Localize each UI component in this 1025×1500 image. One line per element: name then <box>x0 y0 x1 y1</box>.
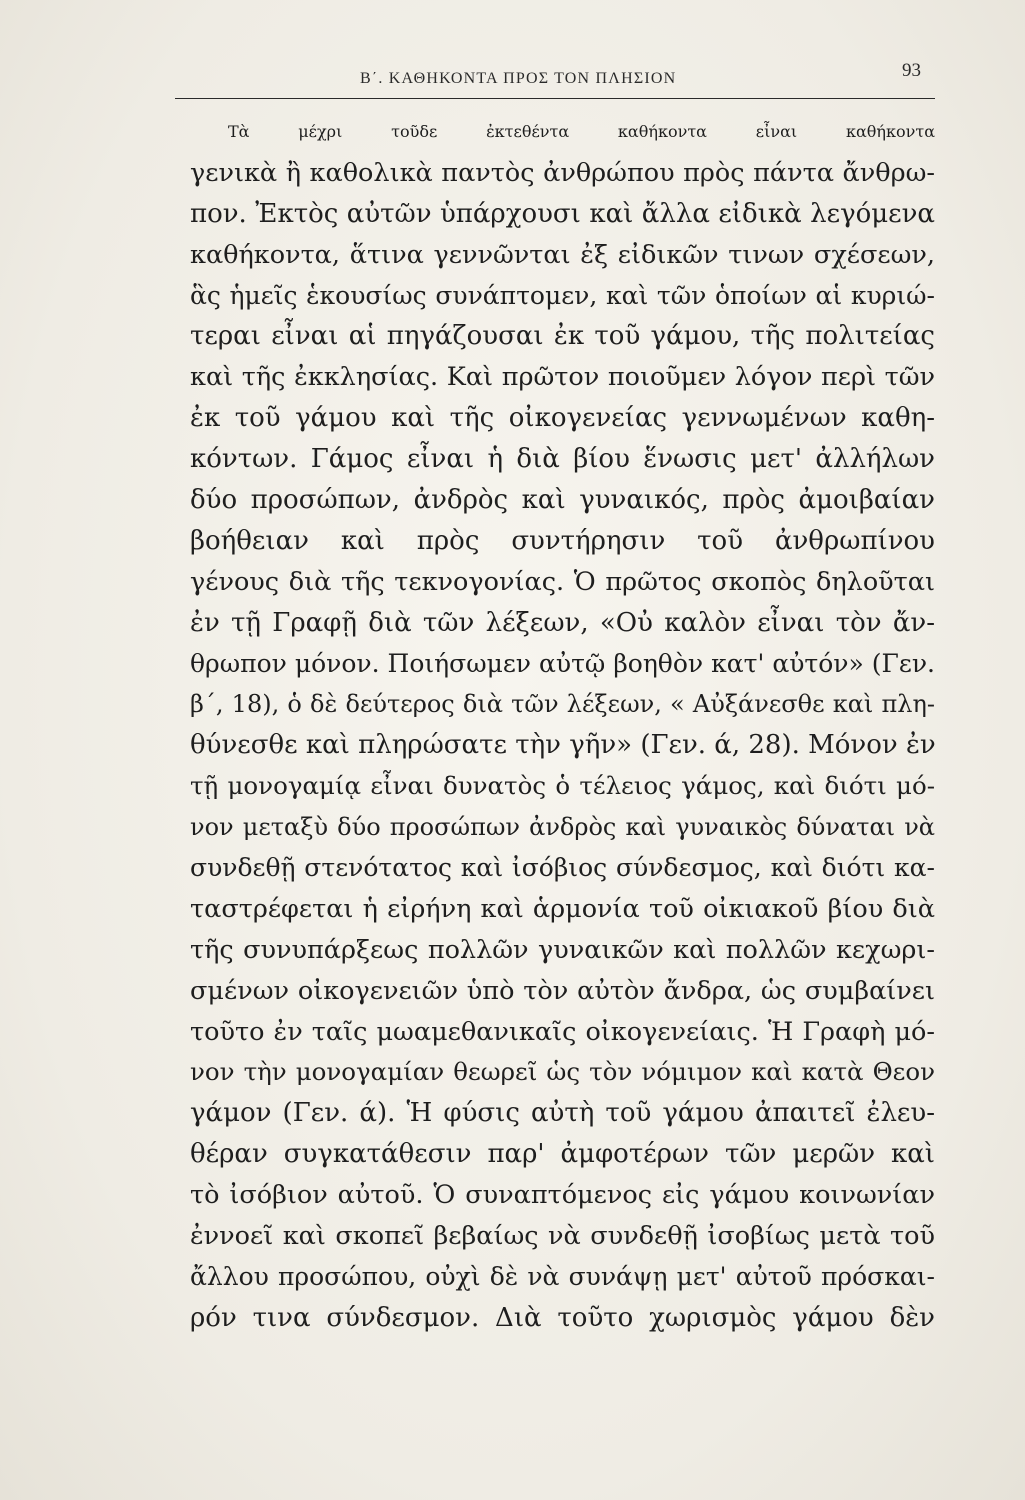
text-line: γενικὰ ἢ καθολικὰ παντὸς ἀνθρώπου πρὸς πάντα ἄνθρω- <box>190 157 935 188</box>
page-number: 93 <box>902 60 921 81</box>
text-line: σμένων οἰκογενειῶν ὑπὸ τὸν αὐτὸν ἄνδρα, ὡς συμβαίνει <box>190 975 935 1006</box>
text-line: συνδεθῇ στενότατος καὶ ἰσόβιος σύνδεσμος, καὶ διότι κα- <box>190 853 935 883</box>
text-line: θέραν συγκατάθεσιν παρ' ἀμφοτέρων τῶν μερῶν καὶ <box>190 1139 935 1170</box>
text-line: κόντων. Γάμος εἶναι ἡ διὰ βίου ἕνωσις μετ' ἀλλήλων <box>190 444 935 475</box>
body-text <box>190 112 935 1339</box>
text-line: καθήκοντα, ἅτινα γεννῶνται ἐξ εἰδικῶν τινων σχέσεων, <box>190 239 935 270</box>
text-line: γένους διὰ τῆς τεκνογονίας. Ὁ πρῶτος σκοπὸς δηλοῦται <box>190 566 935 597</box>
text-line: θρωπον μόνον. Ποιήσωμεν αὐτῷ βοηθὸν κατ' αὐτόν» (Γεν. <box>190 648 935 678</box>
text-line: θύνεσθε καὶ πληρώσατε τὴν γῆν» (Γεν. ά, 28). Μόνον ἐν <box>190 730 936 761</box>
text-line: τῇ μονογαμίᾳ εἶναι δυνατὸς ὁ τέλειος γάμος, καὶ διότι μό- <box>190 771 935 801</box>
running-header <box>175 58 935 99</box>
text-line: β΄, 18), ὁ δὲ δεύτερος διὰ τῶν λέξεων, « Αὐξάνεσθε καὶ πλη- <box>190 690 935 719</box>
text-line: νον τὴν μονογαμίαν θεωρεῖ ὡς τὸν νόμιμον καὶ κατὰ Θεον <box>190 1057 935 1087</box>
text-line: καὶ τῆς ἐκκλησίας. Καὶ πρῶτον ποιοῦμεν λόγον περὶ τῶν <box>190 362 935 393</box>
text-line: ταστρέφεται ἡ εἰρήνη καὶ ἁρμονία τοῦ οἰκιακοῦ βίου διὰ <box>190 893 935 924</box>
text-line: τὸ ἰσόβιον αὐτοῦ. Ὁ συναπτόμενος εἰς γάμου κοινωνίαν <box>190 1180 935 1211</box>
text-line: τοῦτο ἐν ταῖς μωαμεθανικαῖς οἰκογενείαις. Ἡ Γραφὴ μό- <box>190 1016 935 1047</box>
text-line: νον μεταξὺ δύο προσώπων ἀνδρὸς καὶ γυναικὸς δύναται νὰ <box>190 813 935 842</box>
text-line: ρόν τινα σύνδεσμον. Διὰ τοῦτο χωρισμὸς γάμου δὲν <box>190 1302 935 1333</box>
text-line: ἄλλου προσώπου, οὐχὶ δὲ νὰ συνάψῃ μετ' αὐτοῦ πρόσκαι- <box>190 1261 935 1291</box>
running-title: Β΄. ΚΑΘΗΚΟΝΤΑ ΠΡΟΣ ΤΟΝ ΠΛΗΣΙΟΝ <box>360 70 677 87</box>
text-line: πον. Ἐκτὸς αὐτῶν ὑπάρχουσι καὶ ἄλλα εἰδικὰ λεγόμενα <box>190 198 935 229</box>
text-line: τεραι εἶναι αἱ πηγάζουσαι ἐκ τοῦ γάμου, τῆς πολιτείας <box>190 321 935 352</box>
text-line: γάμον (Γεν. ά). Ἡ φύσις αὐτὴ τοῦ γάμου ἀπαιτεῖ ἐλευ- <box>190 1098 935 1129</box>
text-line: τῆς συνυπάρξεως πολλῶν γυναικῶν καὶ πολλῶν κεχωρι- <box>190 934 935 965</box>
text-line: βοήθειαν καὶ πρὸς συντήρησιν τοῦ ἀνθρωπίνου <box>190 525 935 556</box>
text-line: ἃς ἡμεῖς ἑκουσίως συνάπτομεν, καὶ τῶν ὁποίων αἱ κυριώ- <box>190 280 935 310</box>
text-line: ἐν τῇ Γραφῇ διὰ τῶν λέξεων, «Οὐ καλὸν εἶναι τὸν ἄν- <box>190 607 935 638</box>
text-line: δύο προσώπων, ἀνδρὸς καὶ γυναικός, πρὸς ἀμοιβαίαν <box>190 485 935 516</box>
text-line: ἐννοεῖ καὶ σκοπεῖ βεβαίως νὰ συνδεθῇ ἰσοβίως μετὰ τοῦ <box>190 1221 935 1252</box>
text-line: ἐκ τοῦ γάμου καὶ τῆς οἰκογενείας γεννωμένων καθη- <box>190 403 935 434</box>
text-line: Τὰ μέχρι τοῦδε ἐκτεθέντα καθήκοντα εἶναι καθήκοντα <box>228 122 935 141</box>
